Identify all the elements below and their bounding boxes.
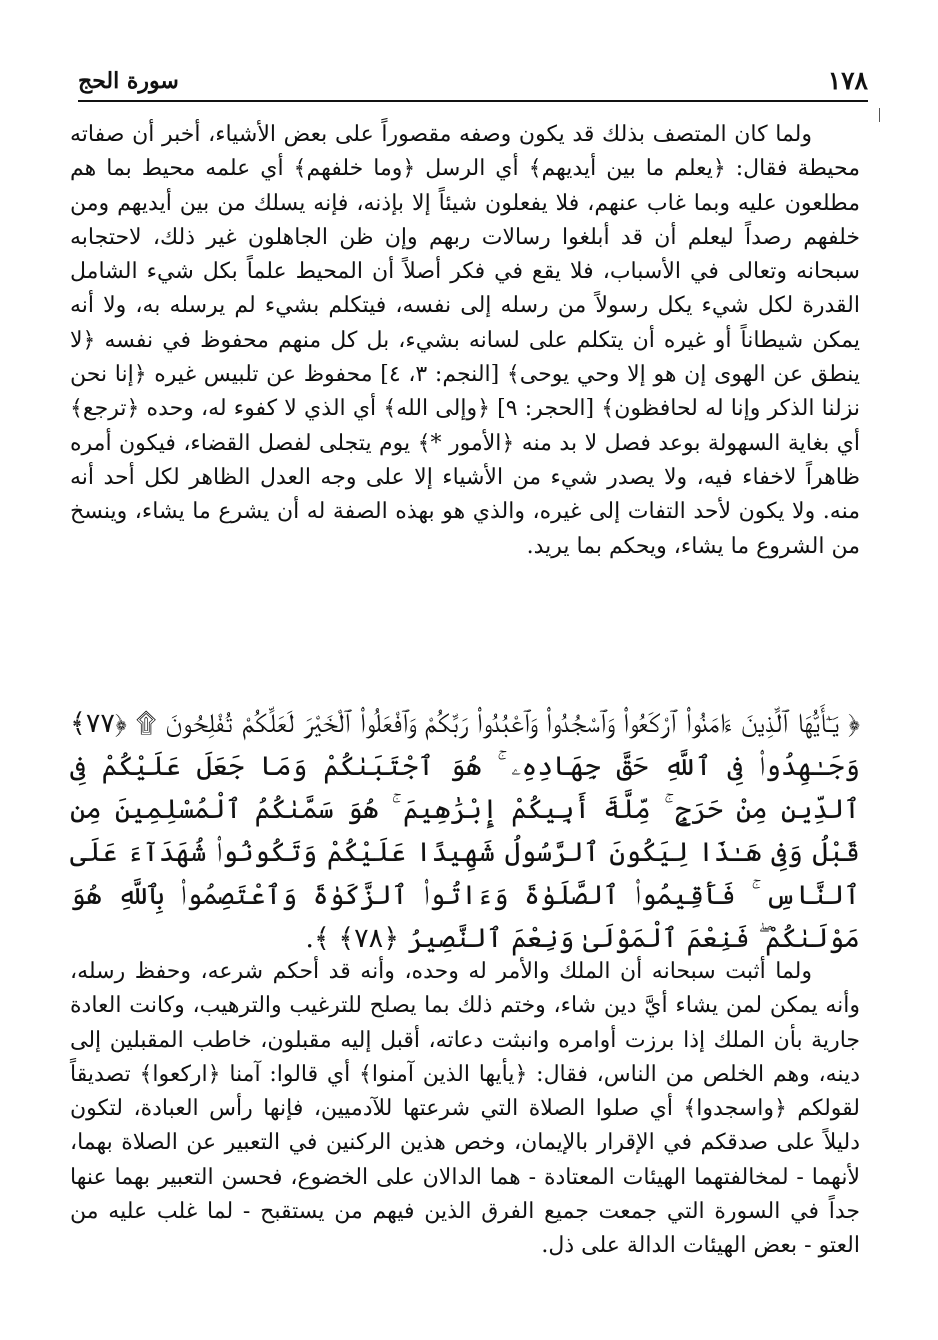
commentary-paragraph-2: ولما أثبت سبحانه أن الملك والأمر له وحده، وأنه قد أحكم شرعه، وحفظ رسله، وأنه يمكن لمن يشاء أيَّ دين شاء، وختم ذلك بما يصلح للترغيب والترهيب، وكانت العادة جارية بأن الملك إذا برزت أوامره وانبثت دعاته، أقبل إليه مقبلون، خاطب المقبلين إلى دينه، وهم الخلص من الناس، فقال: ﴿يأيها الذين آمنوا﴾ أي قالوا: آمنا ﴿اركعوا﴾ تصديقاً لقولكم ﴿واسجدوا﴾ أي صلوا الصلاة التي شرعتها للآدميين، فإنها رأس العبادة، لتكون دليلاً على صدقكم في الإقرار بالإيمان، وخص هذين الركنين في التعبير عن الصلاة بهما، لأنهما - لمخالفتهما الهيئات المعتادة - هما الدالان على الخضوع، فحسن التعبير بهما عنها جداً في السورة التي جمعت جميع الفرق الذين فيهم من يستقبح - لما غلب عليه من العتو - بعض الهيئات الدالة على ذل. — [70, 959, 860, 1259]
quran-verse-block: ﴿ يَـٰٓأَيُّهَا ٱلَّذِينَ ءَامَنُوا۟ ٱرْكَعُوا۟ وَٱسْجُدُوا۟ وَٱعْبُدُوا۟ رَبَّكُمْ وَٱفْعَلُوا۟ ٱلْخَيْرَ لَعَلَّكُمْ تُفْلِحُونَ ۩ ﴿٧٧﴾ وَجَـٰهِدُوا۟ فِى ٱللَّهِ حَقَّ جِهَادِهِۦ ۚ هُوَ ٱجْتَبَىٰكُمْ وَمَا جَعَلَ عَلَيْكُمْ فِى ٱلدِّينِ مِنْ حَرَجٍ ۚ مِّلَّةَ أَبِيكُمْ إِبْرَٰهِيمَ ۚ هُوَ سَمَّىٰكُمُ ٱلْمُسْلِمِينَ مِن قَبْلُ وَفِى هَـٰذَا لِيَكُونَ ٱلرَّسُولُ شَهِيدًا عَلَيْكُمْ وَتَكُونُوا۟ شُهَدَآءَ عَلَى ٱلنَّاسِ ۚ فَأَقِيمُوا۟ ٱلصَّلَوٰةَ وَءَاتُوا۟ ٱلزَّكَوٰةَ وَٱعْتَصِمُوا۟ بِٱللَّهِ هُوَ مَوْلَىٰكُمْ ۖ فَنِعْمَ ٱلْمَوْلَىٰ وَنِعْمَ ٱلنَّصِيرُ ﴿٧٨﴾ ﴾. — [70, 708, 860, 954]
commentary-paragraph-1: ولما كان المتصف بذلك قد يكون وصفه مقصوراً على بعض الأشياء، أخبر أن صفاته محيطة فقال: ﴿يعلم ما بين أيديهم﴾ أي الرسل ﴿وما خلفهم﴾ أي علمه محيط بما هم مطلعون عليه وبما غاب عنهم، فلا يفعلون شيئاً إلا بإذنه، فإنه يسلك من بين أيديهم ومن خلفهم رصداً ليعلم أن قد أبلغوا رسالات ربهم وإن ظن الجاهلون غير ذلك، لاحتجابه سبحانه وتعالى في الأسباب، فلا يقع في فكر أصلاً أن المحيط علماً بكل شيء الشامل القدرة لكل شيء يكل رسولاً من رسله إلى نفسه، فيتكلم بشيء لم يرسله به، ولا أنه يمكن شيطاناً أو غيره أن يتكلم على لسانه بشيء، بل كل منهم محفوظ في نفسه ﴿لا ينطق عن الهوى إن هو إلا وحي يوحى﴾ [النجم: ٣، ٤] محفوظ عن تلبيس غيره ﴿إنا نحن نزلنا الذكر وإنا له لحافظون﴾ [الحجر: ٩] ﴿وإلى الله﴾ أي الذي لا كفوء له، وحده ﴿ترجع﴾ أي بغاية السهولة بوعد فصل لا بد منه ﴿الأمور *﴾ يوم يتجلى لفصل القضاء، فيكون أمره ظاهراً لاخفاء فيه، ولا يصدر شيء من الأشياء إلا على وجه العدل الظاهر لكل أحد أنه منه. ولا يكون لأحد التفات إلى غيره، والذي هو بهذه الصفة له أن يشرع ما يشاء، وينسخ من الشروع ما يشاء، ويحكم بما يريد. — [70, 122, 861, 559]
surah-title: سورة الحج — [78, 68, 179, 94]
margin-mark — [879, 108, 880, 122]
page-number: ١٧٨ — [827, 66, 868, 95]
page-header — [78, 66, 868, 102]
